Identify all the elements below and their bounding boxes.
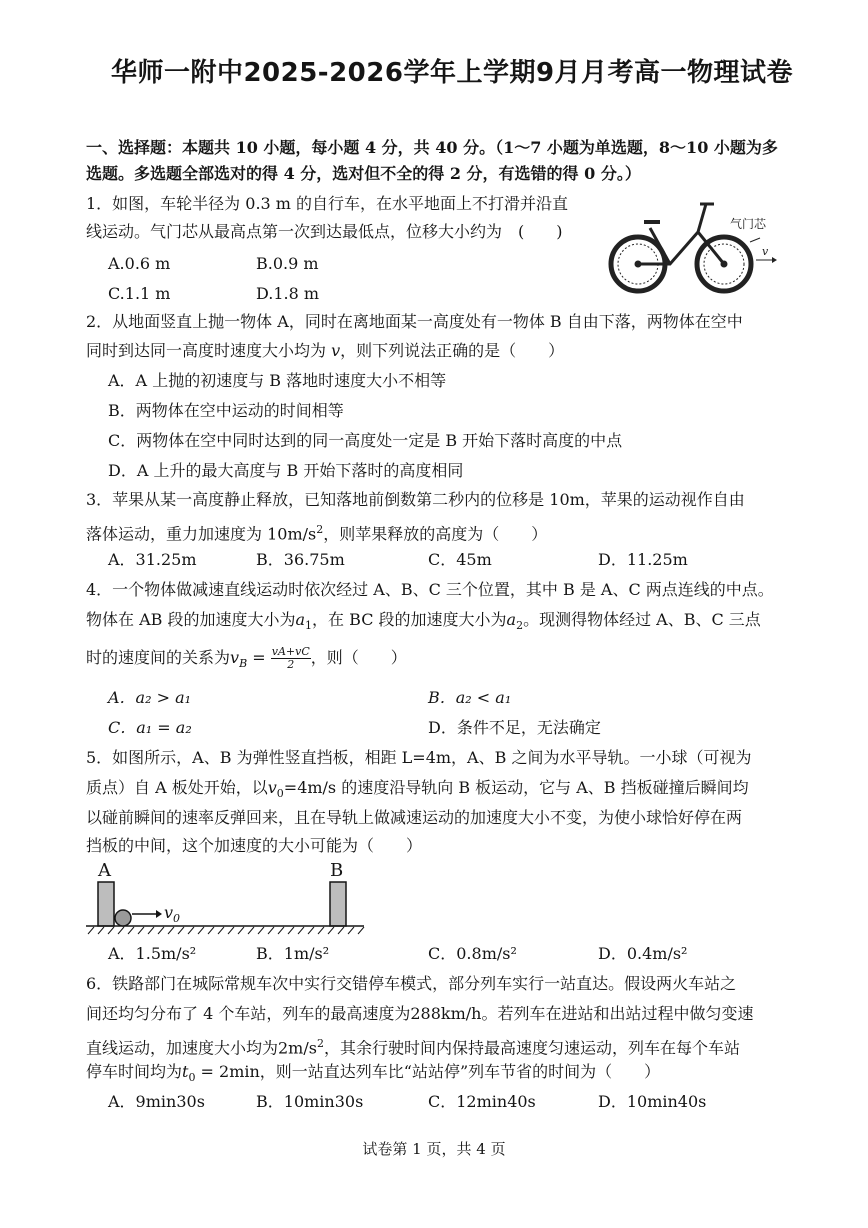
velocity-v0-label: $v_0$	[164, 903, 181, 925]
q3-option-d: D．11.25m	[598, 550, 688, 569]
q1-line-1: 1．如图，车轮半径为 0.3 m 的自行车，在水平地面上不打滑并沿直	[86, 194, 569, 213]
q4-option-d: D．条件不足，无法确定	[428, 718, 601, 737]
fig-velocity-label: v	[762, 245, 769, 258]
q2-option-c: C．两物体在空中同时达到的同一高度处一定是 B 开始下落时高度的中点	[108, 431, 623, 450]
q1-line-2: 线运动。气门芯从最高点第一次到达最低点，位移大小约为 ( )	[86, 222, 563, 241]
q6-option-d: D．10min40s	[598, 1092, 707, 1111]
q5-option-d: D．0.4m/s²	[598, 944, 688, 963]
q5-line-3: 以碰前瞬间的速率反弹回来，且在导轨上做减速运动的加速度大小不变，为使小球恰好停在两	[86, 808, 743, 827]
q6-line-1: 6．铁路部门在城际常规车次中实行交错停车模式，部分列车实行一站直达。假设两火车站之	[86, 974, 737, 993]
q2-option-b: B．两物体在空中运动的时间相等	[108, 401, 344, 420]
section-header-line-2: 选题。多选题全部选对的得 4 分，选对但不全的得 2 分，有选错的得 0 分。）	[86, 164, 641, 183]
q1-option-a: A.0.6 m	[108, 254, 171, 273]
fig-valve-label: 气门芯	[730, 217, 767, 231]
q6-line-2: 间还均匀分布了 4 个车站，列车的最高速度为288km/h。若列车在进站和出站过程中做匀变速	[86, 1004, 754, 1023]
q6-line-4: 停车时间均为$t_0 = 2\min$，则一站直达列车比“站站停”列车节省的时间为（ ）	[86, 1062, 661, 1085]
q5-option-b: B．1m/s²	[256, 944, 330, 963]
ball	[115, 910, 131, 926]
q4-line-3: 时的速度间的关系为$v_B$ = $\frac{vA+vC}{2}$ ，则（ ）	[86, 645, 407, 671]
velocity-fraction: $\frac{vA+vC}{2}$	[271, 645, 310, 671]
q5-line-2: 质点）自 A 板处开始，以$v_0=4m/s$ 的速度沿导轨向 B 板运动，它与 A、B 挡板碰撞后瞬间均	[86, 778, 749, 801]
q3-line-2: 落体运动，重力加速度为 $10m/s^2$，则苹果释放的高度为（ ）	[86, 523, 548, 544]
q3-option-c: C．45m	[428, 550, 492, 569]
page-footer: 试卷第 1 页，共 4 页	[362, 1140, 506, 1158]
q4-line-1: 4．一个物体做减速直线运动时依次经过 A、B、C 三个位置，其中 B 是 A、C 两点连线的中点。	[86, 580, 774, 599]
q4-option-a: A．a₂ > a₁	[108, 688, 192, 707]
plate-b	[330, 882, 346, 926]
q3-line-1: 3．苹果从某一高度静止释放，已知落地前倒数第二秒内的位移是 10m，苹果的运动视作自由	[86, 490, 745, 509]
q4-option-b: B．a₂ < a₁	[428, 688, 512, 707]
q2-option-a: A．A 上抛的初速度与 B 落地时速度大小不相等	[108, 371, 447, 390]
q3-option-b: B．36.75m	[256, 550, 345, 569]
q6-option-c: C．12min40s	[428, 1092, 536, 1111]
q1-option-c: C.1.1 m	[108, 284, 171, 303]
track-figure	[86, 858, 376, 940]
q5-line-4: 挡板的中间，这个加速度的大小可能为（ ）	[86, 836, 423, 855]
q5-option-a: A．1.5m/s²	[108, 944, 197, 963]
q2-line-1: 2．从地面竖直上抛一物体 A，同时在离地面某一高度处有一物体 B 自由下落，两物体在空中	[86, 312, 743, 331]
plate-b-label: B	[330, 860, 344, 881]
q2-option-d: D．A 上升的最大高度与 B 开始下落时的高度相同	[108, 461, 464, 480]
q6-option-a: A．9min30s	[108, 1092, 205, 1111]
section-header-line-1: 一、选择题：本题共 10 小题，每小题 4 分，共 40 分。（1～7 小题为单选题，8～10 小题为多	[86, 138, 778, 157]
q5-line-1: 5．如图所示，A、B 为弹性竖直挡板，相距 L=4m，A、B 之间为水平导轨。一小球（可视为	[86, 748, 752, 767]
q3-option-a: A．31.25m	[108, 550, 197, 569]
bicycle-figure	[600, 198, 790, 298]
q4-line-2: 物体在 AB 段的加速度大小为$a_1$，在 BC 段的加速度大小为$a_2$。现测得物体经过 A、B、C 三点	[86, 610, 761, 633]
q5-option-c: C．0.8m/s²	[428, 944, 517, 963]
plate-a-label: A	[98, 860, 111, 881]
q6-line-3: 直线运动，加速度大小均为$2m/s^2$，其余行驶时间内保持最高速度匀速运动，列车在每个车站	[86, 1037, 740, 1058]
ground-hatching	[88, 927, 364, 934]
q1-option-b: B.0.9 m	[256, 254, 319, 273]
q6-option-b: B．10min30s	[256, 1092, 364, 1111]
page-title: 华师一附中2025-2026学年上学期9月月考高一物理试卷	[110, 58, 794, 88]
q4-option-c: C．a₁ = a₂	[108, 718, 192, 737]
q1-option-d: D.1.8 m	[256, 284, 320, 303]
plate-a	[98, 882, 114, 926]
q2-line-2: 同时到达同一高度时速度大小均为 v，则下列说法正确的是（ ）	[86, 341, 565, 360]
